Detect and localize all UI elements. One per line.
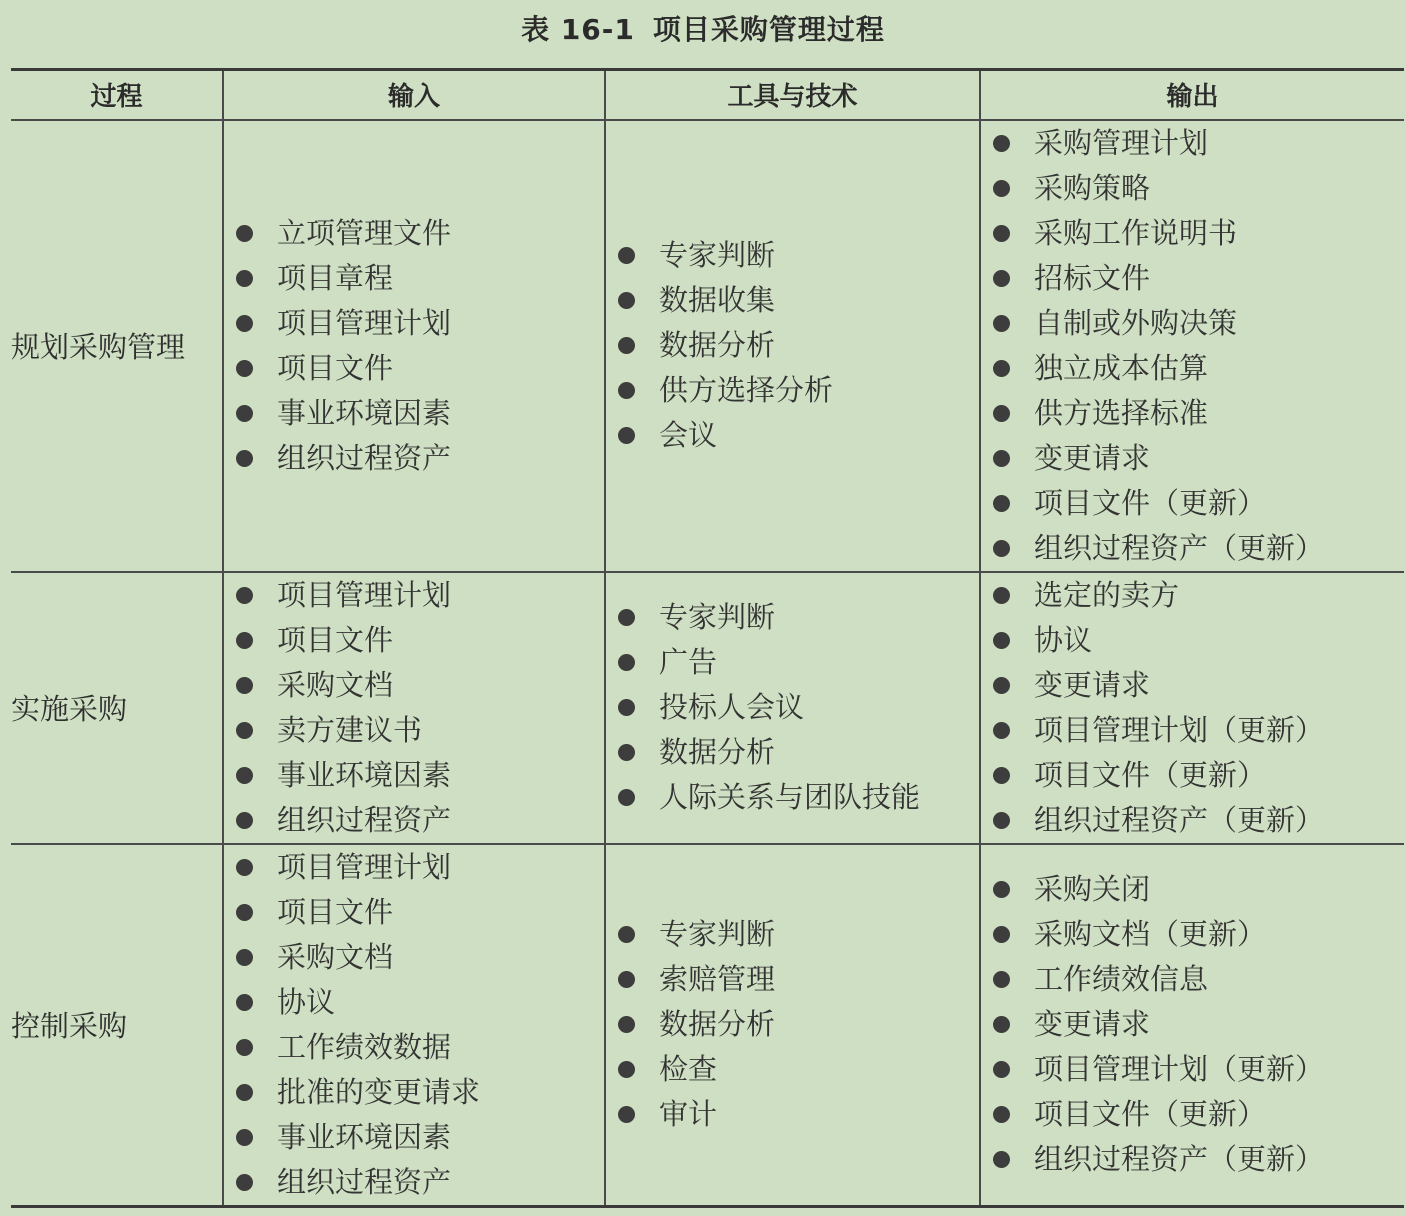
bullet-icon xyxy=(993,1016,1010,1033)
list-item xyxy=(993,256,1404,301)
list-item-text: 项目管理计划 xyxy=(277,577,452,612)
bullet-icon xyxy=(236,270,253,287)
list-item-text: 自制或外购决策 xyxy=(1034,305,1238,340)
list-item-text: 卖方建议书 xyxy=(277,712,423,747)
list-item xyxy=(236,256,604,301)
list-item-text: 工作绩效数据 xyxy=(277,1029,452,1064)
table-number: 表 16-1 xyxy=(521,13,635,46)
header-outputs: 输出 xyxy=(1166,82,1219,113)
list-item xyxy=(993,1137,1404,1182)
bullet-icon xyxy=(236,1039,253,1056)
list-item xyxy=(618,368,979,413)
list-item xyxy=(993,708,1404,753)
list-item-text: 数据分析 xyxy=(659,1007,776,1041)
list-item-text: 项目文件（更新） xyxy=(1034,757,1267,792)
list-item-text: 供方选择分析 xyxy=(659,373,834,407)
list-item-text: 专家判断 xyxy=(659,600,776,634)
bullet-icon xyxy=(993,881,1010,898)
list-item-text: 采购管理计划 xyxy=(1034,125,1209,160)
list-item xyxy=(993,211,1404,256)
list-item-text: 变更请求 xyxy=(1034,667,1151,702)
bullet-icon xyxy=(236,722,253,739)
list-item xyxy=(236,1160,604,1205)
list-item xyxy=(993,166,1404,211)
inputs-cell xyxy=(223,572,605,844)
list-item-text: 采购文档（更新） xyxy=(1034,917,1267,951)
bullet-icon xyxy=(618,926,635,943)
bullet-icon xyxy=(993,450,1010,467)
bullet-icon xyxy=(236,904,253,921)
bullet-list xyxy=(606,912,979,1137)
header-inputs: 输入 xyxy=(223,70,605,120)
list-item xyxy=(993,573,1404,618)
bullet-icon xyxy=(236,949,253,966)
list-item xyxy=(993,753,1404,798)
list-item-text: 组织过程资产 xyxy=(277,440,452,475)
bullet-icon xyxy=(993,225,1010,242)
list-item-text: 采购策略 xyxy=(1034,170,1151,205)
bullet-icon xyxy=(236,994,253,1011)
list-item xyxy=(993,798,1404,843)
procurement-process-table xyxy=(11,68,1404,1208)
table-title: 项目采购管理过程 xyxy=(652,13,885,46)
list-item xyxy=(236,1115,604,1160)
bullet-icon xyxy=(236,225,253,242)
bullet-icon xyxy=(618,699,635,716)
list-item xyxy=(618,323,979,368)
list-item-text: 项目管理计划（更新） xyxy=(1034,1052,1325,1086)
list-item-text: 采购工作说明书 xyxy=(1034,215,1238,250)
list-item-text: 采购文档 xyxy=(277,939,394,974)
bullet-icon xyxy=(618,744,635,761)
bullet-icon xyxy=(993,270,1010,287)
bullet-icon xyxy=(236,405,253,422)
list-item-text: 独立成本估算 xyxy=(1034,350,1209,385)
list-item xyxy=(993,912,1404,957)
bullet-list xyxy=(606,595,979,820)
list-item-text: 项目文件（更新） xyxy=(1034,485,1267,520)
bullet-icon xyxy=(993,180,1010,197)
list-item-text: 组织过程资产 xyxy=(277,1164,452,1199)
list-item-text: 项目文件（更新） xyxy=(1034,1097,1267,1131)
list-item-text: 立项管理文件 xyxy=(277,215,452,250)
list-item xyxy=(993,1002,1404,1047)
list-item-text: 事业环境因素 xyxy=(277,1119,452,1154)
list-item xyxy=(236,436,604,481)
list-item xyxy=(993,1047,1404,1092)
bullet-icon xyxy=(993,971,1010,988)
list-item xyxy=(236,980,604,1025)
list-item xyxy=(236,1070,604,1115)
list-item xyxy=(618,1092,979,1137)
bullet-icon xyxy=(236,1129,253,1146)
list-item-text: 项目管理计划 xyxy=(277,305,452,340)
list-item xyxy=(993,436,1404,481)
bullet-list xyxy=(224,573,604,843)
outputs-cell xyxy=(980,844,1404,1207)
bullet-icon xyxy=(618,1106,635,1123)
list-item-text: 项目管理计划 xyxy=(277,849,452,884)
bullet-list xyxy=(981,121,1404,571)
list-item xyxy=(618,640,979,685)
process-name: 实施采购 xyxy=(11,572,223,844)
list-item xyxy=(618,685,979,730)
bullet-icon xyxy=(236,360,253,377)
list-item-text: 事业环境因素 xyxy=(277,395,452,430)
list-item xyxy=(236,890,604,935)
bullet-icon xyxy=(236,812,253,829)
bullet-icon xyxy=(993,632,1010,649)
list-item-text: 项目文件 xyxy=(277,622,394,657)
list-item xyxy=(993,663,1404,708)
list-item xyxy=(236,663,604,708)
list-item xyxy=(236,1025,604,1070)
bullet-icon xyxy=(618,247,635,264)
list-item-text: 变更请求 xyxy=(1034,440,1151,475)
list-item-text: 项目文件 xyxy=(277,350,394,385)
bullet-icon xyxy=(236,767,253,784)
bullet-icon xyxy=(993,722,1010,739)
inputs-cell xyxy=(223,120,605,572)
bullet-icon xyxy=(618,382,635,399)
bullet-list xyxy=(981,573,1404,843)
bullet-icon xyxy=(993,1151,1010,1168)
list-item-text: 投标人会议 xyxy=(659,690,805,724)
bullet-icon xyxy=(993,405,1010,422)
list-item-text: 协议 xyxy=(1034,622,1093,657)
bullet-icon xyxy=(236,1084,253,1101)
list-item-text: 数据分析 xyxy=(659,328,776,362)
list-item xyxy=(993,391,1404,436)
bullet-icon xyxy=(236,632,253,649)
header-process: 过程 xyxy=(11,70,223,120)
list-item xyxy=(993,957,1404,1002)
list-item xyxy=(993,618,1404,663)
outputs-cell xyxy=(980,572,1404,844)
list-item xyxy=(993,526,1404,571)
list-item-text: 供方选择标准 xyxy=(1034,395,1209,430)
outputs-cell xyxy=(980,120,1404,572)
header-row xyxy=(11,70,1404,120)
list-item xyxy=(236,845,604,890)
bullet-icon xyxy=(236,1174,253,1191)
list-item-text: 批准的变更请求 xyxy=(277,1074,481,1109)
list-item-text: 组织过程资产（更新） xyxy=(1034,530,1325,565)
bullet-icon xyxy=(993,812,1010,829)
list-item-text: 选定的卖方 xyxy=(1034,577,1180,612)
bullet-icon xyxy=(618,609,635,626)
bullet-icon xyxy=(618,337,635,354)
bullet-icon xyxy=(618,1016,635,1033)
bullet-icon xyxy=(993,135,1010,152)
list-item-text: 项目管理计划（更新） xyxy=(1034,712,1325,747)
bullet-list xyxy=(606,233,979,458)
list-item xyxy=(618,413,979,458)
list-item-text: 招标文件 xyxy=(1034,260,1151,295)
tools-cell xyxy=(605,120,980,572)
list-item xyxy=(236,346,604,391)
list-item xyxy=(618,730,979,775)
bullet-list xyxy=(224,845,604,1205)
list-item xyxy=(993,121,1404,166)
list-item-text: 组织过程资产（更新） xyxy=(1034,802,1325,837)
list-item-text: 人际关系与团队技能 xyxy=(659,780,921,814)
bullet-list xyxy=(981,867,1404,1182)
list-item xyxy=(618,1002,979,1047)
bullet-icon xyxy=(236,677,253,694)
tools-cell xyxy=(605,844,980,1207)
list-item-text: 组织过程资产 xyxy=(277,802,452,837)
list-item xyxy=(618,912,979,957)
table-row xyxy=(11,120,1404,572)
list-item xyxy=(236,391,604,436)
bullet-icon xyxy=(993,1106,1010,1123)
process-name: 控制采购 xyxy=(11,844,223,1207)
list-item xyxy=(993,301,1404,346)
list-item xyxy=(236,708,604,753)
header-tools: 工具与技术 xyxy=(605,70,980,120)
bullet-icon xyxy=(618,427,635,444)
table-caption xyxy=(0,6,1406,54)
list-item-text: 项目文件 xyxy=(277,894,394,929)
list-item-text: 专家判断 xyxy=(659,238,776,272)
list-item-text: 数据分析 xyxy=(659,735,776,769)
bullet-icon xyxy=(993,540,1010,557)
table-row xyxy=(11,572,1404,844)
list-item xyxy=(993,1092,1404,1137)
list-item-text: 检查 xyxy=(659,1052,718,1086)
bullet-icon xyxy=(993,360,1010,377)
list-item xyxy=(993,346,1404,391)
tools-cell xyxy=(605,572,980,844)
list-item-text: 索赔管理 xyxy=(659,962,776,996)
process-name: 规划采购管理 xyxy=(11,120,223,572)
list-item xyxy=(993,481,1404,526)
list-item-text: 项目章程 xyxy=(277,260,394,295)
list-item xyxy=(236,573,604,618)
bullet-icon xyxy=(993,767,1010,784)
bullet-icon xyxy=(993,1061,1010,1078)
list-item xyxy=(236,753,604,798)
list-item-text: 工作绩效信息 xyxy=(1034,962,1209,996)
list-item-text: 广告 xyxy=(659,645,718,679)
list-item xyxy=(236,798,604,843)
list-item-text: 采购关闭 xyxy=(1034,872,1151,906)
bullet-icon xyxy=(618,654,635,671)
list-item xyxy=(618,595,979,640)
inputs-cell xyxy=(223,844,605,1207)
bullet-icon xyxy=(618,789,635,806)
list-item xyxy=(618,775,979,820)
bullet-icon xyxy=(993,315,1010,332)
list-item-text: 会议 xyxy=(659,418,718,452)
bullet-icon xyxy=(236,450,253,467)
list-item xyxy=(618,957,979,1002)
bullet-icon xyxy=(618,292,635,309)
bullet-icon xyxy=(993,587,1010,604)
bullet-icon xyxy=(993,495,1010,512)
list-item-text: 数据收集 xyxy=(659,283,776,317)
list-item xyxy=(236,211,604,256)
list-item xyxy=(618,233,979,278)
list-item-text: 变更请求 xyxy=(1034,1007,1151,1041)
bullet-icon xyxy=(618,1061,635,1078)
list-item xyxy=(618,1047,979,1092)
list-item-text: 采购文档 xyxy=(277,667,394,702)
bullet-icon xyxy=(236,859,253,876)
list-item xyxy=(618,278,979,323)
list-item-text: 专家判断 xyxy=(659,917,776,951)
list-item xyxy=(236,935,604,980)
bullet-icon xyxy=(236,587,253,604)
list-item xyxy=(236,301,604,346)
bullet-icon xyxy=(236,315,253,332)
list-item-text: 协议 xyxy=(277,984,336,1019)
list-item-text: 审计 xyxy=(659,1097,718,1131)
list-item xyxy=(236,618,604,663)
bullet-list xyxy=(224,211,604,481)
table-row xyxy=(11,844,1404,1207)
list-item-text: 事业环境因素 xyxy=(277,757,452,792)
list-item-text: 组织过程资产（更新） xyxy=(1034,1142,1325,1176)
bullet-icon xyxy=(993,926,1010,943)
bullet-icon xyxy=(618,971,635,988)
list-item xyxy=(993,867,1404,912)
bullet-icon xyxy=(993,677,1010,694)
